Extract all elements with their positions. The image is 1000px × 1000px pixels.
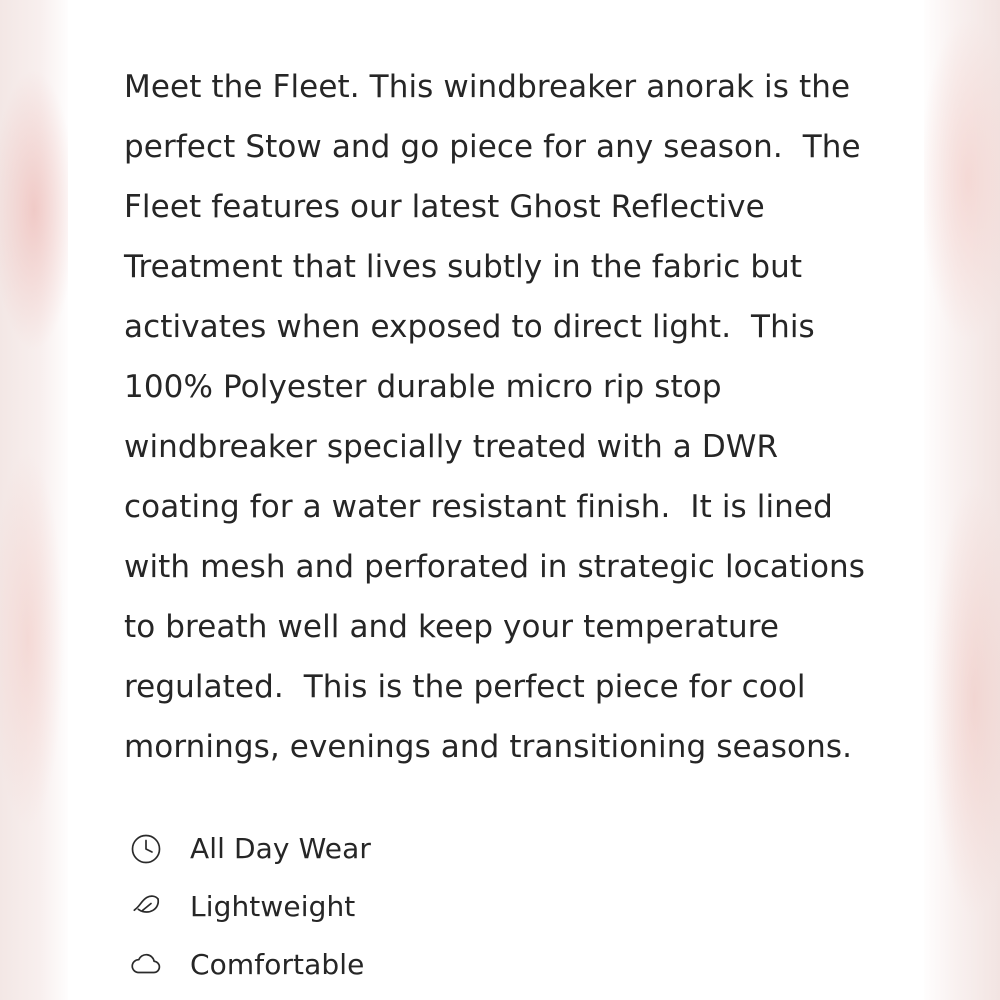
feature-list bbox=[124, 820, 864, 994]
product-description-card bbox=[68, 0, 924, 1000]
feather-icon bbox=[124, 885, 168, 929]
cloud-icon bbox=[124, 943, 168, 987]
list-item bbox=[124, 878, 864, 936]
feature-label: Comfortable bbox=[190, 948, 365, 981]
product-description-text: Meet the Fleet. This windbreaker anorak is the perfect Stow and go piece for any season. The Fleet features our latest Ghost Reflective Treatment that lives subtly in the fabric but activates when exposed to direct light. This 100% Polyester durable micro rip stop windbreaker specially treated with a DWR coating for a water resistant finish. It is lined with mesh and perforated in strategic locations to breath well and keep your temperature regulated. This is the perfect piece for cool mornings, evenings and transitioning seasons. bbox=[124, 69, 875, 765]
feature-label: All Day Wear bbox=[190, 832, 371, 865]
feature-label: Lightweight bbox=[190, 890, 356, 923]
background-edge-left bbox=[0, 0, 72, 1000]
clock-icon bbox=[124, 827, 168, 871]
background-edge-right bbox=[920, 0, 1000, 1000]
list-item bbox=[124, 820, 864, 878]
list-item bbox=[124, 936, 864, 994]
